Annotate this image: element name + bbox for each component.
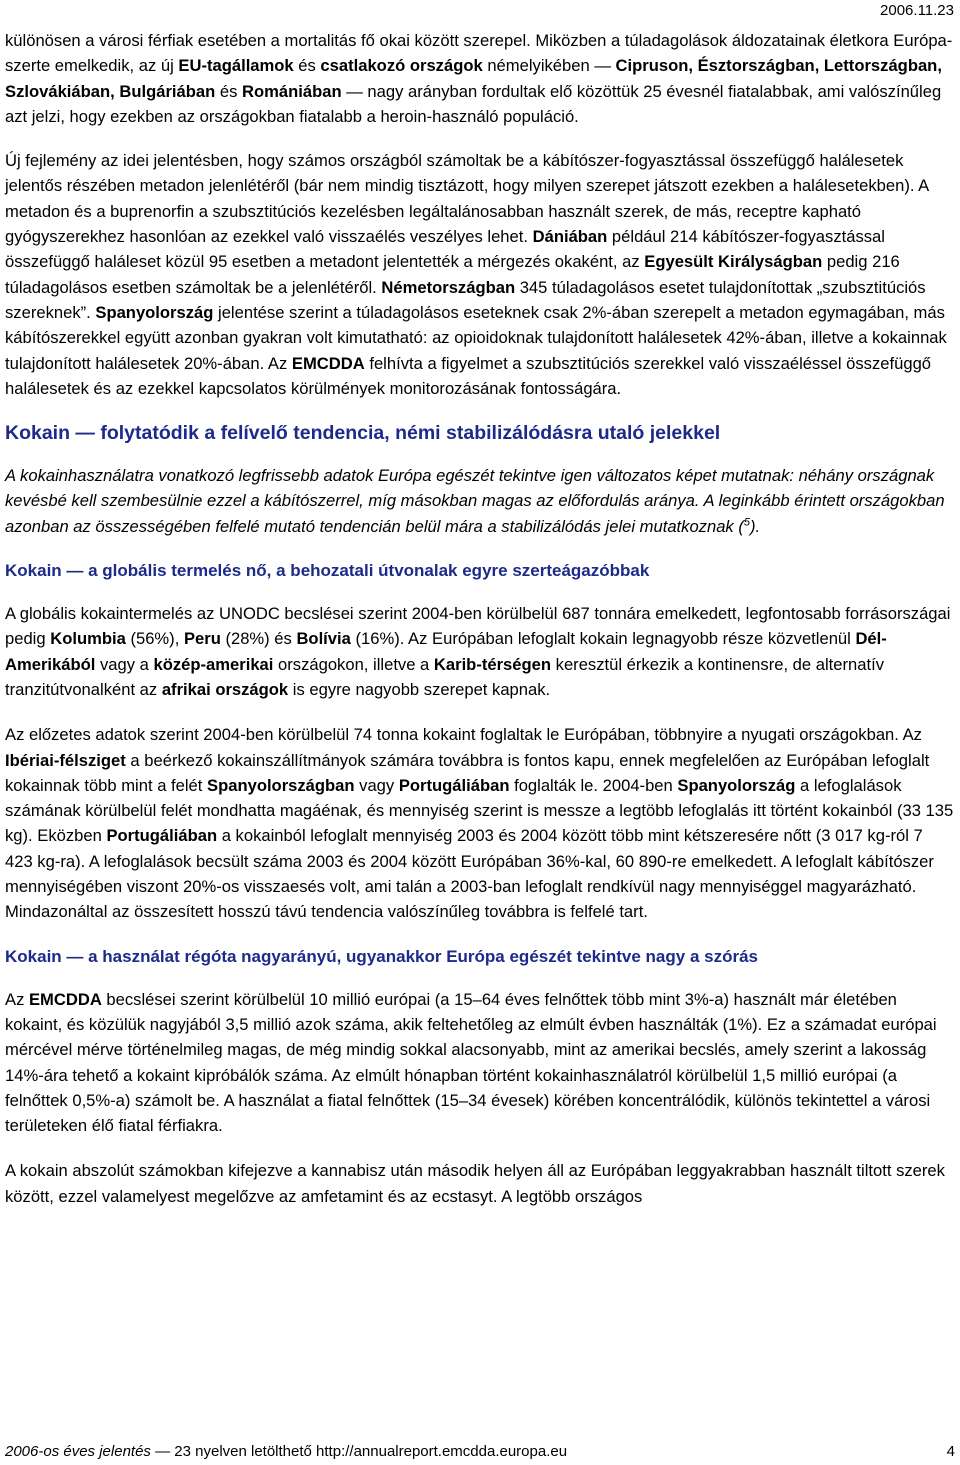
page-footer: 2006-os éves jelentés — 23 nyelven letölthető http://annualreport.emcdda.europa.eu 4 xyxy=(5,1443,955,1460)
paragraph-cocaine-rank: A kokain abszolút számokban kifejezve a kannabisz után második helyen áll az Európában leggyakrabban használt tiltott szerek között, ezzel valamelyest megelőzve az amfetamint és az ecstasyt. A legtöbb országos xyxy=(5,1161,945,1206)
paragraph-cocaine-seizures: Az előzetes adatok szerint 2004-ben körülbelül 74 tonna kokaint foglaltak le Európában, többnyire a nyugati országokban. Az Ibériai-félsziget a beérkező kokainszállítmányok számára továbbra is fontos kapu, ennek megfelelően az Európában lefoglalt kokainnak több mint a felét Spanyolországban vagy Portugáliában foglalták le. 2004-ben Spanyolország a lefoglalások számának körülbelül felét mondhatta magáénak, és mennyiség szerint is messze a legtöbb lefoglalás itt történt kokainból (33 135 kg). Eközben Portugáliában a kokainból lefoglalt mennyiség 2003 és 2004 között több mint kétszeresére nőtt (3 017 kg-ról 7 423 kg-ra). A lefoglalások becsült száma 2003 és 2004 között Európában 36%-kal, 60 890-re emelkedett. A lefoglalt kábítószer mennyiségében viszont 20%-os visszaesés volt, ami talán a 2003-ban lefoglalt rendkívül nagy mennyiséggel magyarázható. Mindazonáltal az összesített hosszú távú tendencia valószínűleg továbbra is felfelé tart. xyxy=(5,725,954,922)
section-heading-cocaine-use: Kokain — a használat régóta nagyarányú, ugyanakkor Európa egészét tekintve nagy a szórás xyxy=(5,946,758,966)
paragraph-cocaine-lead: A kokainhasználatra vonatkozó legfrissebb adatok Európa egészét tekintve igen változatos képet mutatnak: néhány országnak kevésbé kell szembesülnie ezzel a kábítószerrel, míg másokban magas az előfordulás aránya. A leginkább érintett országokban azonban az összességében felfelé mutató tendencián belül mára a stabilizálódás jelei mutatkoznak ($^5$). xyxy=(5,466,945,536)
paragraph-methadone: Új fejlemény az idei jelentésben, hogy számos országból számoltak be a kábítószer-fogyasztással összefüggő halálesetek jelentős részében metadon jelenlétéről (bár nem mindig tisztázott, hogy milyen szerepet játszott ezekben a halálesetekben). A metadon és a buprenorfin a szubsztitúciós kezelésben legáltalánosabban használt szerek, de más, receptre kapható gyógyszerekhez hasonlóan az ezekkel való visszaélés veszélyes lehet. Dániában például 214 kábítószer-fogyasztással összefüggő haláleset közül 95 esetben a metadont jelentették a mérgezés okaként, az Egyesült Királyságban pedig 216 túladagolásos esetben számoltak be a jelenlétéről. Németországban 345 túladagolásos esetet tulajdonítottak „szubsztitúciós szereknek”. Spanyolország jelentése szerint a túladagolásos eseteknek csak 2%-ában szerepelt a metadon egymagában, más kábítószerekkel együtt azonban gyakran volt kimutatható: az opioidoknak tulajdonított halálesetek 42%-ában, illetve a kokainnak tulajdonított halálesetek 20%-ában. Az EMCDDA felhívta a figyelmet a szubsztitúciós szerekkel való visszaéléssel összefüggő halálesetek és az ezekkel kapcsolatos körülmények monitorozásának fontosságára. xyxy=(5,151,947,398)
paragraph-cocaine-use: Az EMCDDA becslései szerint körülbelül 10 millió európai (a 15–64 éves felnőttek több mint 3%-a) használt már életében kokaint, és közülük nagyjából 3,5 millió azok száma, akik feltehetőleg az elmúlt évben használták (1%). Ez a számadat európai mércével mérve történelmileg magas, de még mindig sokkal alacsonyabb, mint az amerikai becslés, amely szerint a lakosság 14%-ára tehető a kokaint kipróbálók száma. Az elmúlt hónapban történt kokainhasználatról körülbelül 1,5 millió európai (a felnőttek 0,5%-a) számolt be. A használat a fiatal felnőttek (15–34 évesek) körében koncentrálódik, különös tekintettel a városi területeken élő fiatal férfiakra. xyxy=(5,989,937,1136)
page-number: 4 xyxy=(946,1443,955,1460)
header-date: 2006.11.23 xyxy=(880,2,954,19)
footer-report-title: 2006-os éves jelentés xyxy=(5,1443,151,1460)
document-body xyxy=(5,28,955,1229)
paragraph-cocaine-production: A globális kokaintermelés az UNODC becslései szerint 2004-ben körülbelül 687 tonnára emelkedett, legfontosabb forrásországai pedig Kolumbia (56%), Peru (28%) és Bolívia (16%). Az Európában lefoglalt kokain legnagyobb része közvetlenül Dél-Amerikából vagy a közép-amerikai országokon, illetve a Karib-térségen keresztül érkezik a kontinensre, de alternatív tranzitútvonalként az afrikai országok is egyre nagyobb szerepet kapnak. xyxy=(5,604,951,699)
section-heading-cocaine-production: Kokain — a globális termelés nő, a behozatali útvonalak egyre szerteágazóbbak xyxy=(5,561,650,581)
paragraph-mortality: különösen a városi férfiak esetében a mortalitás fő okai között szerepel. Miközben a túladagolások áldozatainak életkora Európa-szerte emelkedik, az új EU-tagállamok és csatlakozó országok némelyikében — Cipruson, Észtországban, Lettországban, Szlovákiában, Bulgáriában és Romániában — nagy arányban fordultak elő közöttük 25 évesnél fiatalabbak, ami valószínűleg azt jelzi, hogy ezekben az országokban fiatalabb a heroin-használó populáció. xyxy=(5,31,953,126)
section-heading-cocaine-trend: Kokain — folytatódik a felívelő tendencia, némi stabilizálódásra utaló jelekkel xyxy=(5,422,721,445)
footer-download-text: 23 nyelven letölthető http://annualreport.emcdda.europa.eu xyxy=(174,1443,568,1460)
